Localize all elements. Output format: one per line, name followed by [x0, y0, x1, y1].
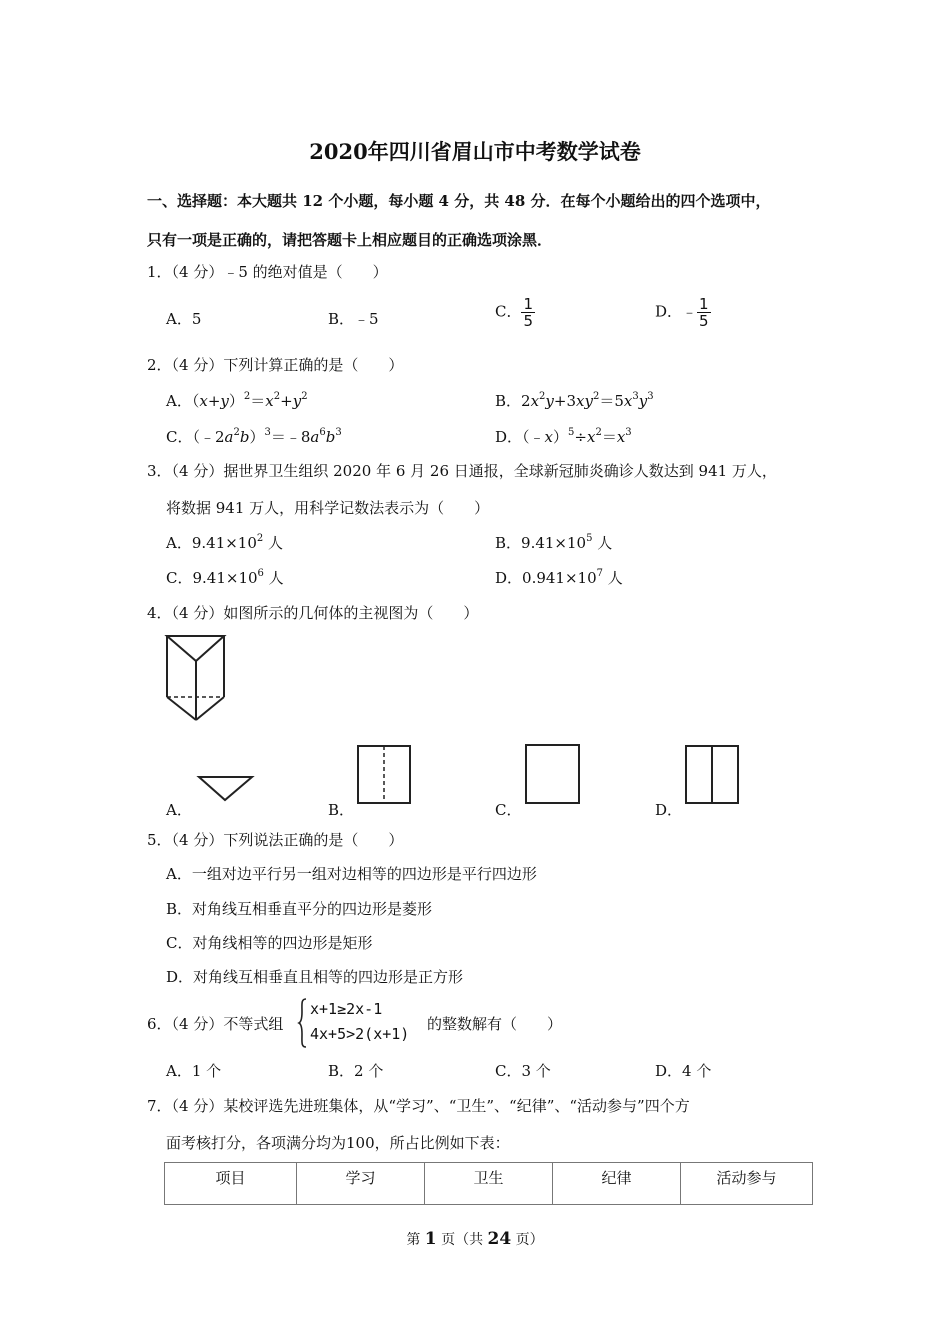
q4-option-c-square — [525, 744, 581, 805]
q7-stem-line2: 面考核打分，各项满分均为100，所占比例如下表： — [166, 1134, 510, 1152]
q3-option-d: D．$0.941\times 10^7$ 人 — [495, 568, 623, 587]
table-header-cell: 活动参与 — [681, 1163, 813, 1205]
q3-stem-line1: 3．（4 分）据世界卫生组织 2020 年 6 月 26 日通报，全球新冠肺炎确诊人数达到 941 万人， — [147, 462, 777, 480]
q6-inequality-2: 4x+5>2(x+1) — [310, 1025, 410, 1043]
q5-option-a: A．一组对边平行另一组对边相等的四边形是平行四边形 — [166, 865, 537, 883]
table-header-cell: 卫生 — [425, 1163, 553, 1205]
q4-stem: 4．（4 分）如图所示的几何体的主视图为（ ） — [147, 604, 479, 622]
q4-option-c: C． — [495, 801, 522, 819]
q2-option-b: B．$2x^2y+3xy^2=5x^3y^3$ — [495, 391, 654, 410]
q3-option-c: C．$9.41\times 10^6$ 人 — [166, 568, 284, 587]
q3-option-a: A．$9.41\times 10^2$ 人 — [166, 533, 284, 552]
q1-option-c-label: C． — [495, 302, 522, 321]
table-header-cell: 学习 — [297, 1163, 425, 1205]
q4-option-b-square-dashed — [357, 745, 413, 805]
q1-option-d — [655, 296, 711, 329]
q1-option-d-label: D． — [655, 302, 683, 321]
q7-ratio-table — [164, 1162, 813, 1205]
q1-option-d-fraction — [697, 296, 711, 329]
q1-option-a: A．5 — [166, 310, 202, 328]
q1-option-c — [495, 296, 535, 329]
q4-option-a-triangle — [197, 775, 255, 803]
table-row — [165, 1163, 813, 1205]
footer-pre: 第 — [406, 1232, 425, 1248]
q4-option-a: A． — [166, 801, 192, 819]
footer-mid: 页（共 — [436, 1232, 488, 1248]
page-footer — [0, 1229, 950, 1249]
q6-option-c: C．3 个 — [495, 1062, 551, 1080]
q6-brace — [298, 998, 308, 1048]
q5-option-b: B．对角线互相垂直平分的四边形是菱形 — [166, 900, 433, 918]
q7-stem-line1: 7．（4 分）某校评选先进班集体，从“学习”、“卫生”、“纪律”、“活动参与”四个方 — [147, 1097, 690, 1115]
q1-option-c-fraction — [521, 296, 535, 329]
q5-option-d: D．对角线互相垂直且相等的四边形是正方形 — [166, 968, 464, 986]
q4-option-d-square-solid — [685, 745, 741, 805]
q3-stem-line2: 将数据 941 万人，用科学记数法表示为（ ） — [166, 499, 490, 517]
q6-stem-prefix: 6．（4 分）不等式组 — [147, 1015, 284, 1033]
page-title: 2020年四川省眉山市中考数学试卷 — [309, 139, 641, 164]
prism-bottom-left — [167, 697, 196, 720]
q6-inequality-1: x+1≥2x-1 — [310, 1000, 383, 1018]
q1-d-sign: ﹣ — [682, 302, 698, 321]
table-header-cell: 纪律 — [553, 1163, 681, 1205]
q2-option-d: D．$(﹣x)^5\div x^2=x^3$ — [495, 427, 632, 446]
q2-option-a: A．$(x+y)^2=x^2+y^2$ — [166, 391, 308, 410]
footer-total-pages: 24 — [487, 1229, 512, 1249]
q1-c-numerator: 1 — [523, 295, 534, 313]
q1-stem: 1．（4 分）﹣5 的绝对值是（ ） — [147, 263, 388, 281]
q1-option-b: B．﹣5 — [328, 310, 379, 328]
footer-post: 页） — [511, 1232, 544, 1248]
q1-d-numerator: 1 — [699, 295, 709, 313]
q6-stem-suffix: 的整数解有（ ） — [427, 1015, 563, 1033]
q1-d-denominator: 5 — [699, 312, 709, 330]
prism-bottom-right — [196, 697, 224, 720]
section-instruction-line2: 只有一项是正确的，请把答题卡上相应题目的正确选项涂黑． — [147, 231, 553, 249]
footer-page-number: 1 — [424, 1229, 437, 1249]
q4-option-d: D． — [655, 801, 683, 819]
prism-top-face — [167, 636, 224, 661]
table-header-cell: 项目 — [165, 1163, 297, 1205]
q3-option-b: B．$9.41\times 10^5$ 人 — [495, 533, 613, 552]
q4-prism-figure — [164, 633, 230, 725]
q6-option-d: D．4 个 — [655, 1062, 712, 1080]
q2-option-c: C．$(﹣2a^2b)^3=﹣8a^6b^3$ — [166, 427, 342, 446]
q1-c-denominator: 5 — [523, 312, 534, 330]
q6-option-b: B．2 个 — [328, 1062, 384, 1080]
q4-option-b: B． — [328, 801, 355, 819]
q5-option-c: C．对角线相等的四边形是矩形 — [166, 934, 373, 952]
section-instruction-line1: 一、选择题：本大题共 12 个小题，每小题 4 分，共 48 分．在每个小题给出的四个选项中， — [147, 192, 771, 210]
q2-stem: 2．（4 分）下列计算正确的是（ ） — [147, 356, 404, 374]
q6-option-a: A．1 个 — [166, 1062, 222, 1080]
q5-stem: 5．（4 分）下列说法正确的是（ ） — [147, 831, 404, 849]
